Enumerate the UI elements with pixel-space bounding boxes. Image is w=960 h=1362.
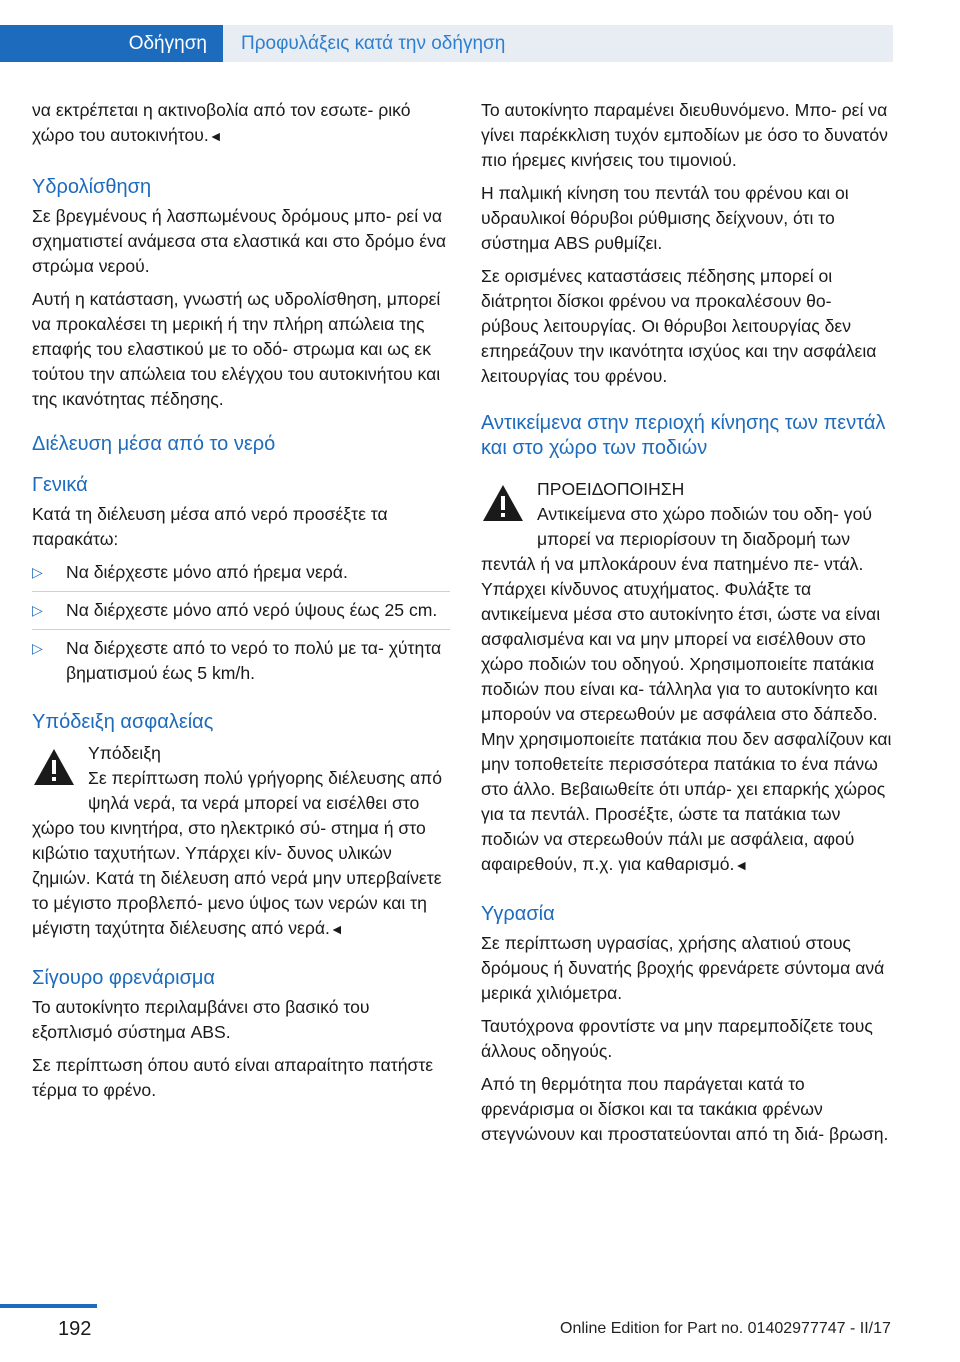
right-column (481, 98, 893, 1155)
edition-note: Online Edition for Part no. 01402977747 - II/17 (560, 1320, 891, 1337)
braking-paragraph-2: Σε περίπτωση όπου αυτό είναι απαραίτητο πατήστε τέρμα το φρένο. (32, 1055, 434, 1100)
braking-paragraph-1: Το αυτοκίνητο περιλαμβάνει στο βασικό του εξοπλισμό σύστημα ABS. (32, 997, 370, 1042)
tab-driving[interactable]: Οδήγηση (0, 25, 223, 62)
warning-text: Αντικείμενα στο χώρο ποδιών του οδη‐ γού μπορεί να περιορίσουν τη διαδρομή των πεντάλ ή να μπλοκάρουν ένα πατημένο πε‐ ντάλ. Υπάρχει κίνδυνος ατυχήματος. Φυλάξτε τα αντικείμενα μέσα στο αυτοκίνητο έτσι, ώστε να είναι ασφαλισμένα και να μην μπορεί να εισέλθουν στο χώρο ποδιών του οδηγού. Χρησιμοποιείτε πατάκια ποδιών που είναι κα‐ τάλληλα για το αυτοκίνητο και μπορούν να στερεωθούν με ασφάλεια στο δάπεδο. Μην χρησιμοποιείτε πατάκια που δεν ασφαλίζουν και μην τοποθετείτε περισσότερα πατάκια το ένα πάνω στο άλλο. Βεβαιωθείτε ότι υπάρ‐ χει επαρκής χώρος για τα πεντάλ. Προσέξτε, ώστε τα πατάκια των ποδιών να στερεωθούν πάλι με ασφάλεια, αφού αφαιρεθούν, π.χ. για καθαρισμό.◄ (481, 504, 892, 874)
intro-paragraph: να εκτρέπεται η ακτινοβολία από τον εσωτε‐ ρικό χώρο του αυτοκινήτου.◄ (32, 100, 411, 145)
aquaplaning-heading: Υδρολίσθηση (32, 176, 152, 198)
divider (32, 591, 450, 592)
end-mark: ◄ (208, 128, 223, 144)
humidity-paragraph-3: Από τη θερμότητα που παράγεται κατά το φρενάρισμα οι δίσκοι και τα τακάκια φρένων στεγνώνουν και προστατεύονται από τη διά‐ βρωση. (481, 1074, 889, 1144)
humidity-paragraph-2: Ταυτόχρονα φροντίστε να μην παρεμποδίζετε τους άλλους οδηγούς. (481, 1016, 873, 1061)
water-crossing-heading: Διέλευση μέσα από το νερό (32, 433, 276, 455)
warning-triangle-icon (32, 745, 76, 789)
end-mark: ◄ (329, 921, 344, 937)
safety-note-heading: Υπόδειξη ασφαλείας (32, 711, 214, 733)
objects-footwell-heading: Αντικείμενα στην περιοχή κίνησης των πεντάλ και στο χώρο των ποδιών (481, 412, 886, 459)
aquaplaning-paragraph-2: Αυτή η κατάσταση, γνωστή ως υδρολίσθηση, μπορεί να προκαλέσει τη μερική ή την πλήρη απώλεια της επαφής του ελαστικού με το οδό‐ στρωμα και ως εκ τούτου την απώλεια του ελέγχου του αυτοκινήτου και της ικανότητας πέδησης. (32, 289, 441, 409)
page-number: 192 (58, 1318, 92, 1340)
bullet-triangle-icon: ▷ (32, 640, 43, 656)
bullet-triangle-icon: ▷ (32, 602, 43, 618)
list-item: ▷ Να διέρχεστε μόνο από ήρεμα νερά. (32, 560, 450, 585)
abs-paragraph-3: Σε ορισμένες καταστάσεις πέδησης μπορεί οι διάτρητοι δίσκοι φρένου να προκαλέσουν θο‐ ρύβους λειτουργίας. Οι θόρυβοι λειτουργίας δεν επηρεάζουν την ικανότητα ισχύος και την ασφάλεια λειτουργίας του φρένου. (481, 266, 877, 386)
general-subheading: Γενικά (32, 474, 88, 496)
footer-accent-line (0, 1304, 97, 1308)
tab-driving-precautions[interactable]: Προφυλάξεις κατά την οδήγηση (223, 25, 893, 62)
bullet-triangle-icon: ▷ (32, 564, 43, 580)
warning-text: Σε περίπτωση πολύ γρήγορης διέλευσης από ψηλά νερά, τα νερά μπορεί να εισέλθει στο χώρο του κινητήρα, στο ηλεκτρικό σύ‐ στημα ή στο κιβώτιο ταχυτήτων. Υπάρχει κίν‐ δυνος υλικών ζημιών. Κατά τη διέλευση από νερά μην υπερβαίνετε το μέγιστο προβλεπό‐ μενο ύψος των νερών και τη μέγιστη ταχύτητα διέλευσης από νερά.◄ (32, 768, 443, 938)
general-paragraph: Κατά τη διέλευση μέσα από νερό προσέξτε τα παρακάτω: (32, 504, 388, 549)
aquaplaning-paragraph-1: Σε βρεγμένους ή λασπωμένους δρόμους μπο‐ ρεί να σχηματιστεί ανάμεσα στα ελαστικά και στο δρόμο ένα στρώμα νερού. (32, 206, 447, 276)
divider (32, 629, 450, 630)
list-item: ▷ Να διέρχεστε από το νερό το πολύ με τα‐ χύτητα βηματισμού έως 5 km/h. (32, 638, 442, 683)
safe-braking-heading: Σίγουρο φρενάρισμα (32, 967, 215, 989)
header-bar (0, 0, 893, 62)
left-column (32, 98, 450, 1111)
abs-paragraph-1: Το αυτοκίνητο παραμένει διευθυνόμενο. Μπο‐ ρεί να γίνει παρέκκλιση τυχόν εμποδίων με όσο το δυνατόν πιο ήρεμες κινήσεις του τιμονιού. (481, 100, 888, 170)
humidity-paragraph-1: Σε περίπτωση υγρασίας, χρήσης αλατιού στους δρόμους ή δυνατής βροχής φρενάρετε σύντομα ανά μερικά χιλιόμετρα. (481, 933, 885, 1003)
abs-paragraph-2: Η παλμική κίνηση του πεντάλ του φρένου και οι υδραυλικοί θόρυβοι ρύθμισης δείχνουν, ότι το σύστημα ABS ρυθμίζει. (481, 183, 849, 253)
humidity-heading: Υγρασία (481, 903, 555, 925)
warning-triangle-icon (481, 481, 525, 525)
list-item: ▷ Να διέρχεστε μόνο από νερό ύψους έως 25 cm. (32, 598, 450, 623)
end-mark: ◄ (734, 857, 749, 873)
warning-label: Υπόδειξη (88, 743, 161, 763)
warning-box (32, 741, 450, 942)
warning-label: ΠΡΟΕΙΔΟΠΟΙΗΣΗ (537, 479, 685, 499)
warning-box (481, 477, 893, 878)
